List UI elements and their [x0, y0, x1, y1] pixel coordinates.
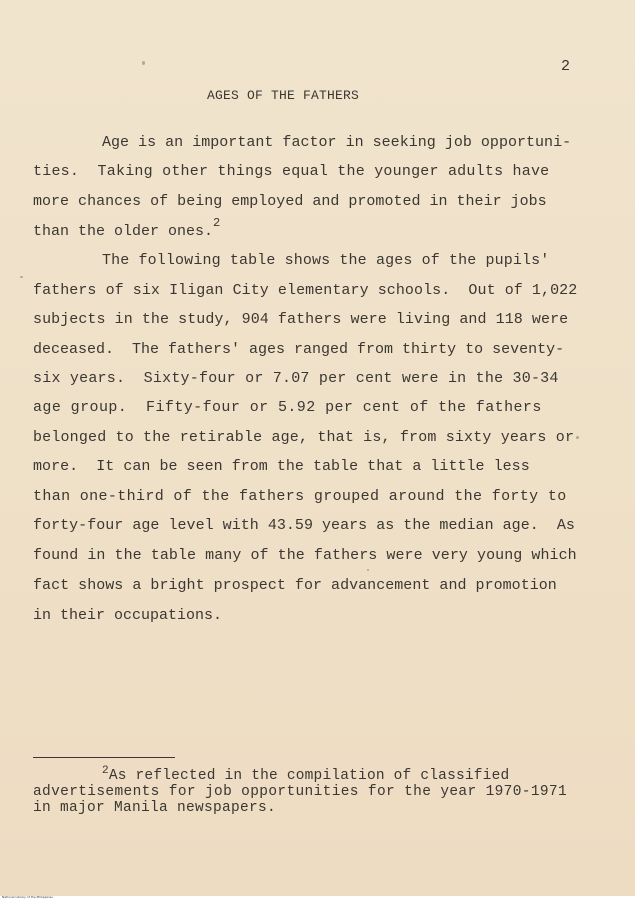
- paragraph-2-line-4: deceased. The fathers' ages ranged from thirty to seventy-: [33, 341, 565, 358]
- paragraph-1-line-4: [33, 216, 221, 241]
- paper-speck: [576, 436, 579, 439]
- footnote-line-1: [102, 765, 510, 785]
- paragraph-2-line-9: than one-third of the fathers grouped around the forty to: [33, 488, 567, 505]
- paragraph-2-line-13: in their occupations.: [33, 607, 223, 624]
- paragraph-2-line-6: age group. Fifty-four or 5.92 per cent of the fathers: [33, 399, 542, 416]
- paper-speck: [142, 61, 145, 65]
- page-title: AGES OF THE FATHERS: [207, 88, 360, 103]
- paragraph-1-line-3: more chances of being employed and promoted in their jobs: [33, 193, 547, 210]
- scan-footer-strip: [0, 896, 635, 900]
- paragraph-2-line-3: subjects in the study, 904 fathers were living and 118 were: [33, 311, 569, 328]
- paragraph-2-line-1: The following table shows the ages of the pupils': [102, 252, 550, 269]
- paragraph-1-line-4-text: than the older ones.: [33, 223, 214, 240]
- paragraph-2-line-7: belonged to the retirable age, that is, from sixty years or: [33, 429, 575, 446]
- footnote-line-1-text: As reflected in the compilation of classified: [108, 768, 510, 784]
- footnote-divider: [33, 757, 175, 758]
- paper-speck: [20, 276, 23, 278]
- paper-speck: [367, 569, 369, 571]
- footnote-line-3: in major Manila newspapers.: [33, 800, 277, 816]
- library-stamp: National Library of the Philippines: [2, 895, 53, 899]
- paragraph-2-line-12: fact shows a bright prospect for advancement and promotion: [33, 577, 557, 594]
- footnote-reference: 2: [213, 216, 221, 230]
- paragraph-2-line-5: six years. Sixty-four or 7.07 per cent were in the 30-34: [33, 370, 559, 387]
- paragraph-1-line-2: ties. Taking other things equal the younger adults have: [33, 163, 550, 180]
- page-number: 2: [561, 58, 571, 75]
- paragraph-2-line-8: more. It can be seen from the table that a little less: [33, 458, 530, 475]
- paragraph-2-line-2: fathers of six Iligan City elementary schools. Out of 1,022: [33, 282, 578, 299]
- paragraph-1-line-1: Age is an important factor in seeking job opportuni-: [102, 134, 572, 151]
- footnote-marker: 2: [102, 765, 109, 777]
- paragraph-2-line-10: forty-four age level with 43.59 years as the median age. As: [33, 517, 575, 534]
- paragraph-2-line-11: found in the table many of the fathers were very young which: [33, 547, 577, 564]
- footnote-line-2: advertisements for job opportunities for the year 1970-1971: [33, 784, 568, 800]
